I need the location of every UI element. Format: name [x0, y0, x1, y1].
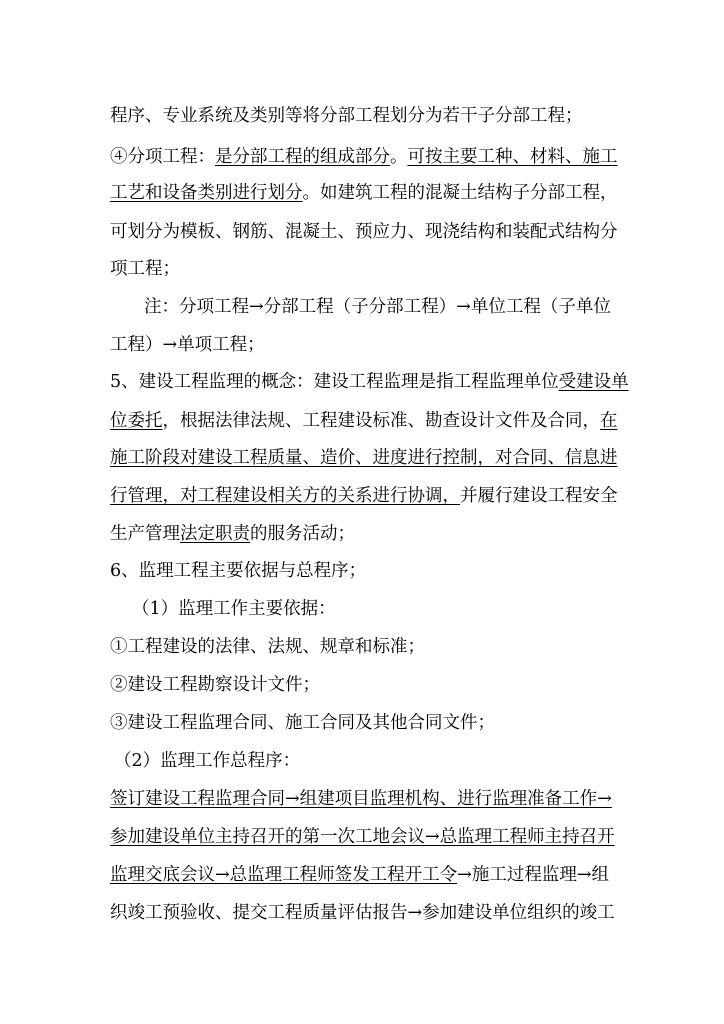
- underlined-text: 法定职责: [180, 524, 250, 544]
- text-segment: 可划分为模板、钢筋、混凝土、预应力、现浇结构和装配式结构分: [110, 222, 618, 242]
- text-segment: 。: [390, 147, 408, 167]
- text-segment: 生产管理: [110, 524, 180, 544]
- underlined-text: 签订建设工程监理合同→组建项目监理机构、进行监理准备工作→: [110, 789, 612, 809]
- underlined-text: 参加建设单位主持召开的第一次工地会议→总监理工程师主持召开: [110, 827, 615, 847]
- underlined-text: 是分部工程的组成部分: [215, 147, 390, 167]
- underlined-text: 可按主要工种、材料、施工: [407, 147, 618, 167]
- text-line: [110, 559, 610, 583]
- text-line: [110, 787, 610, 811]
- text-segment: ④分项工程：: [110, 147, 215, 167]
- text-line: [132, 597, 610, 621]
- underlined-text: 受建设单: [558, 372, 629, 392]
- text-line: [110, 825, 615, 849]
- text-line: [110, 181, 618, 205]
- underlined-text: 位委托: [110, 411, 163, 431]
- text-segment: 5、建设工程监理的概念：建设工程监理是指工程监理单位: [110, 372, 559, 392]
- text-line: [110, 220, 618, 244]
- text-segment: 的服务活动；: [250, 524, 355, 544]
- text-segment: 织竣工预验收、提交工程质量评估报告→参加建设单位组织的竣工: [110, 903, 615, 923]
- text-line: [110, 145, 618, 169]
- text-segment: （2）监理工作总程序：: [114, 751, 301, 771]
- text-segment: 程序、专业系统及类别等将分部工程划分为若干子分部工程；: [110, 106, 583, 126]
- text-segment: 6、监理工程主要依据与总程序；: [110, 561, 367, 581]
- underlined-text: 施工阶段对建设工程质量、造价、进度进行控制，对合同、信息进: [110, 448, 618, 468]
- text-line: [110, 863, 610, 887]
- text-line: [144, 295, 610, 319]
- underlined-text: 工艺和设备类别进行划分: [110, 183, 303, 203]
- text-segment: →施工过程监理→组: [457, 865, 609, 885]
- text-line: [110, 257, 610, 281]
- text-line: [110, 484, 618, 508]
- text-segment: ①工程建设的法律、法规、规章和标准；: [110, 637, 425, 657]
- text-segment: ③建设工程监理合同、施工合同及其他合同文件；: [110, 713, 495, 733]
- underlined-text: 行管理，对工程建设相关方的关系进行协调，: [110, 486, 460, 506]
- underlined-text: 监理交底会议→总监理工程师签发工程开工令: [110, 865, 458, 885]
- text-line: [110, 901, 615, 925]
- text-line: [110, 711, 610, 735]
- text-segment: （1）监理工作主要依据：: [132, 599, 336, 619]
- text-segment: 注：分项工程→分部工程（子分部工程）→单位工程（子单位: [144, 297, 611, 317]
- text-line: [110, 409, 618, 433]
- text-segment: 。如建筑工程的混凝土结构子分部工程，: [302, 183, 618, 203]
- text-line: [110, 370, 629, 394]
- text-line: [110, 104, 610, 128]
- text-segment: 并履行建设工程安全: [460, 486, 618, 506]
- underlined-text: 在: [600, 411, 618, 431]
- text-segment: ②建设工程勘察设计文件；: [110, 675, 320, 695]
- text-segment: ，根据法律法规、工程建设标准、勘查设计文件及合同，: [162, 411, 600, 431]
- text-line: [110, 673, 610, 697]
- text-line: [114, 749, 610, 773]
- text-line: [110, 635, 610, 659]
- text-line: [110, 522, 610, 546]
- text-segment: 工程）→单项工程；: [110, 335, 265, 355]
- text-line: [110, 446, 618, 470]
- text-segment: 项工程；: [110, 259, 180, 279]
- text-line: [110, 333, 610, 357]
